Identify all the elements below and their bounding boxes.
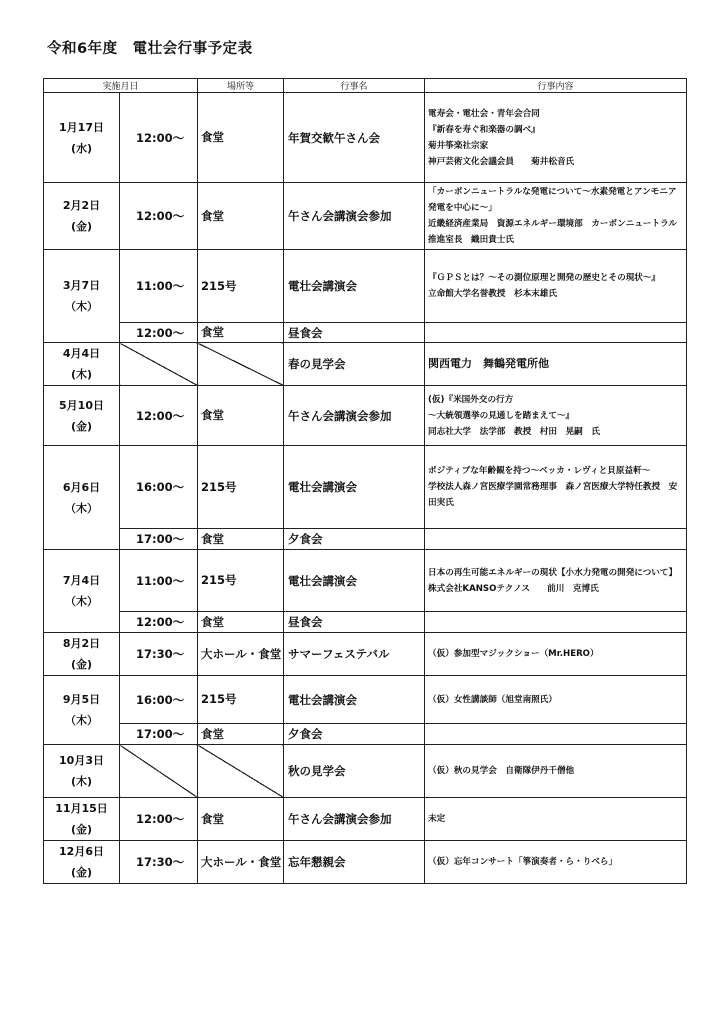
event-cell: 電壮会講演会 (284, 676, 425, 724)
detail-cell (425, 183, 687, 250)
weekday-text: （木） (65, 714, 98, 727)
time-cell-empty (120, 343, 198, 386)
table-row (44, 323, 687, 343)
time-cell: 17:00～ (120, 529, 187, 550)
detail-cell (425, 745, 687, 798)
date-cell (44, 841, 120, 884)
schedule-table (43, 78, 687, 884)
detail-line: 日本の再生可能エネルギーの現状【小水力発電の開発について】 (428, 567, 678, 578)
time-gap-cell (187, 529, 198, 550)
time-gap-cell (187, 183, 198, 250)
time-cell: 17:30～ (120, 633, 187, 676)
date-text: 6月6日 (62, 480, 101, 494)
detail-cell (425, 633, 687, 676)
weekday-text: (水) (70, 141, 93, 155)
detail-line: 同志社大学 法学部 教授 村田 晃嗣 氏 (428, 426, 600, 437)
table-row (44, 612, 687, 633)
detail-cell (425, 386, 687, 446)
weekday-text: (金) (70, 823, 93, 836)
time-gap-cell (187, 633, 198, 676)
detail-line: 未定 (428, 814, 446, 824)
event-cell: 春の見学会 (284, 343, 425, 386)
detail-line: 関西電力 舞鶴発電所他 (428, 357, 550, 370)
detail-line: （仮）参加型マジックショー（Mr.HERO） (428, 649, 599, 659)
place-cell: 食堂 (198, 386, 284, 446)
date-text: 9月5日 (62, 693, 101, 706)
time-gap-cell (187, 386, 198, 446)
table-row (44, 250, 687, 323)
event-cell: 夕食会 (284, 724, 425, 745)
time-cell: 12:00～ (120, 323, 187, 343)
table-row (44, 446, 687, 529)
place-cell-empty (198, 745, 284, 798)
table-row (44, 676, 687, 724)
time-cell: 16:00～ (120, 676, 187, 724)
time-cell: 17:30～ (120, 841, 187, 884)
date-text: 7月4日 (62, 574, 101, 587)
place-cell: 食堂 (198, 724, 284, 745)
time-cell: 11:00～ (120, 250, 187, 323)
detail-line: 株式会社KANSOテクノス 前川 克博氏 (428, 583, 599, 594)
place-cell: 大ホール・食堂 (198, 841, 284, 884)
detail-cell (425, 724, 687, 745)
time-cell-empty (120, 745, 198, 798)
table-row (44, 550, 687, 612)
detail-cell (425, 529, 687, 550)
header-detail: 行事内容 (425, 79, 687, 93)
weekday-text: (金) (70, 419, 93, 433)
detail-line: (仮)『米国外交の行方 (428, 394, 514, 405)
time-gap-cell (187, 612, 198, 633)
detail-cell (425, 676, 687, 724)
table-row (44, 529, 687, 550)
detail-cell (425, 550, 687, 612)
event-cell: サマーフェステバル (284, 633, 425, 676)
table-header-row (44, 79, 687, 93)
place-cell: 215号 (198, 446, 284, 529)
date-text: 3月7日 (62, 279, 101, 292)
date-text: 2月2日 (62, 199, 101, 212)
date-cell (44, 183, 120, 250)
schedule-body (44, 93, 687, 884)
event-cell: 年賀交歓午さん会 (284, 93, 425, 183)
header-date: 実施月日 (44, 79, 198, 93)
time-gap-cell (187, 446, 198, 529)
header-event: 行事名 (284, 79, 425, 93)
event-cell: 電壮会講演会 (284, 250, 425, 323)
event-cell: 午さん会講演会参加 (284, 386, 425, 446)
date-cell (44, 745, 120, 798)
date-cell (44, 550, 120, 633)
place-cell: 食堂 (198, 183, 284, 250)
event-cell: 午さん会講演会参加 (284, 798, 425, 841)
place-cell: 食堂 (198, 529, 284, 550)
place-cell: 食堂 (198, 323, 284, 343)
detail-cell (425, 250, 687, 323)
time-gap-cell (187, 250, 198, 323)
time-gap-cell (187, 724, 198, 745)
time-cell: 12:00～ (120, 386, 187, 446)
table-row (44, 343, 687, 386)
detail-cell (425, 323, 687, 343)
date-text: 10月3日 (59, 754, 104, 767)
time-cell: 12:00～ (120, 183, 187, 250)
table-row (44, 841, 687, 884)
detail-cell (425, 841, 687, 884)
detail-line: 立命館大学名誉教授 杉本末雄氏 (428, 289, 557, 299)
event-cell: 秋の見学会 (284, 745, 425, 798)
detail-line: 『新春を寿ぐ和楽器の調べ』 (428, 124, 540, 135)
date-cell (44, 343, 120, 386)
date-cell (44, 93, 120, 183)
detail-line: ～大統領選挙の見通しを踏まえて～』 (428, 410, 575, 421)
detail-line: ポジティブな年齢観を持つ～ベッカ・レヴィと貝原益軒～ (428, 466, 651, 476)
place-cell: 食堂 (198, 612, 284, 633)
time-gap-cell (187, 93, 198, 183)
table-row (44, 386, 687, 446)
place-cell: 215号 (198, 676, 284, 724)
table-row (44, 93, 687, 183)
event-cell: 昼食会 (284, 323, 425, 343)
date-text: 5月10日 (59, 398, 104, 412)
table-row (44, 745, 687, 798)
time-cell: 17:00～ (120, 724, 187, 745)
table-row (44, 183, 687, 250)
table-row (44, 724, 687, 745)
time-gap-cell (187, 550, 198, 612)
detail-cell (425, 343, 687, 386)
header-place: 場所等 (198, 79, 284, 93)
weekday-text: (金) (70, 866, 93, 879)
date-text: 8月2日 (62, 637, 101, 650)
detail-line: 神戸芸術文化会議会員 菊井松音氏 (428, 156, 575, 167)
time-gap-cell (187, 798, 198, 841)
date-cell (44, 676, 120, 745)
place-cell: 215号 (198, 250, 284, 323)
date-cell (44, 633, 120, 676)
date-cell (44, 446, 120, 550)
detail-cell (425, 798, 687, 841)
table-row (44, 633, 687, 676)
event-cell: 忘年懇親会 (284, 841, 425, 884)
date-text: 4月4日 (62, 347, 101, 360)
event-cell: 午さん会講演会参加 (284, 183, 425, 250)
weekday-text: (木) (70, 368, 93, 381)
time-gap-cell (187, 841, 198, 884)
event-cell: 夕食会 (284, 529, 425, 550)
event-cell: 昼食会 (284, 612, 425, 633)
table-row (44, 798, 687, 841)
detail-line: 学校法人森ノ宮医療学園常務理事 森ノ宮医療大学特任教授 安田実氏 (428, 482, 678, 508)
event-cell: 電壮会講演会 (284, 550, 425, 612)
place-cell: 大ホール・食堂 (198, 633, 284, 676)
weekday-text: （木） (65, 300, 98, 313)
weekday-text: （木） (65, 595, 98, 608)
event-cell: 電壮会講演会 (284, 446, 425, 529)
time-cell: 12:00～ (120, 798, 187, 841)
detail-line: 菊井筝楽社宗家 (428, 140, 489, 151)
detail-line: （仮）忘年コンサート「箏演奏者・ら・りべら」 (428, 857, 618, 867)
time-cell: 12:00～ (120, 93, 187, 183)
detail-cell (425, 446, 687, 529)
place-cell: 食堂 (198, 93, 284, 183)
place-cell-empty (198, 343, 284, 386)
place-cell: 食堂 (198, 798, 284, 841)
detail-cell (425, 93, 687, 183)
date-text: 11月15日 (55, 802, 108, 815)
date-cell (44, 386, 120, 446)
detail-line: （仮）女性講談師（旭堂南照氏） (428, 694, 557, 705)
time-cell: 11:00～ (120, 550, 187, 612)
detail-line: 近畿経済産業局 資源エネルギー環境部 カーボンニュートラル推進室長 織田貴士氏 (428, 219, 677, 245)
time-gap-cell (187, 676, 198, 724)
time-gap-cell (187, 323, 198, 343)
place-cell: 215号 (198, 550, 284, 612)
date-text: 1月17日 (59, 120, 104, 134)
detail-line: 「カーボンニュートラルな発電について～水素発電とアンモニア発電を中心に～」 (428, 187, 677, 213)
weekday-text: (金) (70, 658, 93, 671)
detail-cell (425, 612, 687, 633)
detail-line: 電寿会・電壮会・青年会合同 (428, 108, 540, 119)
date-text: 12月6日 (59, 845, 104, 858)
date-cell (44, 250, 120, 343)
detail-line: 『ＧＰＳとは？～その測位原理と開発の歴史とその現状～』 (428, 273, 661, 283)
time-cell: 12:00～ (120, 612, 187, 633)
weekday-text: (木) (70, 775, 93, 788)
weekday-text: (金) (70, 220, 93, 233)
date-cell (44, 798, 120, 841)
detail-line: （仮）秋の見学会 自衛隊伊丹千僧他 (428, 766, 575, 776)
page-title: 令和6年度 電壮会行事予定表 (47, 41, 253, 57)
time-cell: 16:00～ (120, 446, 187, 529)
weekday-text: （木） (65, 501, 98, 515)
